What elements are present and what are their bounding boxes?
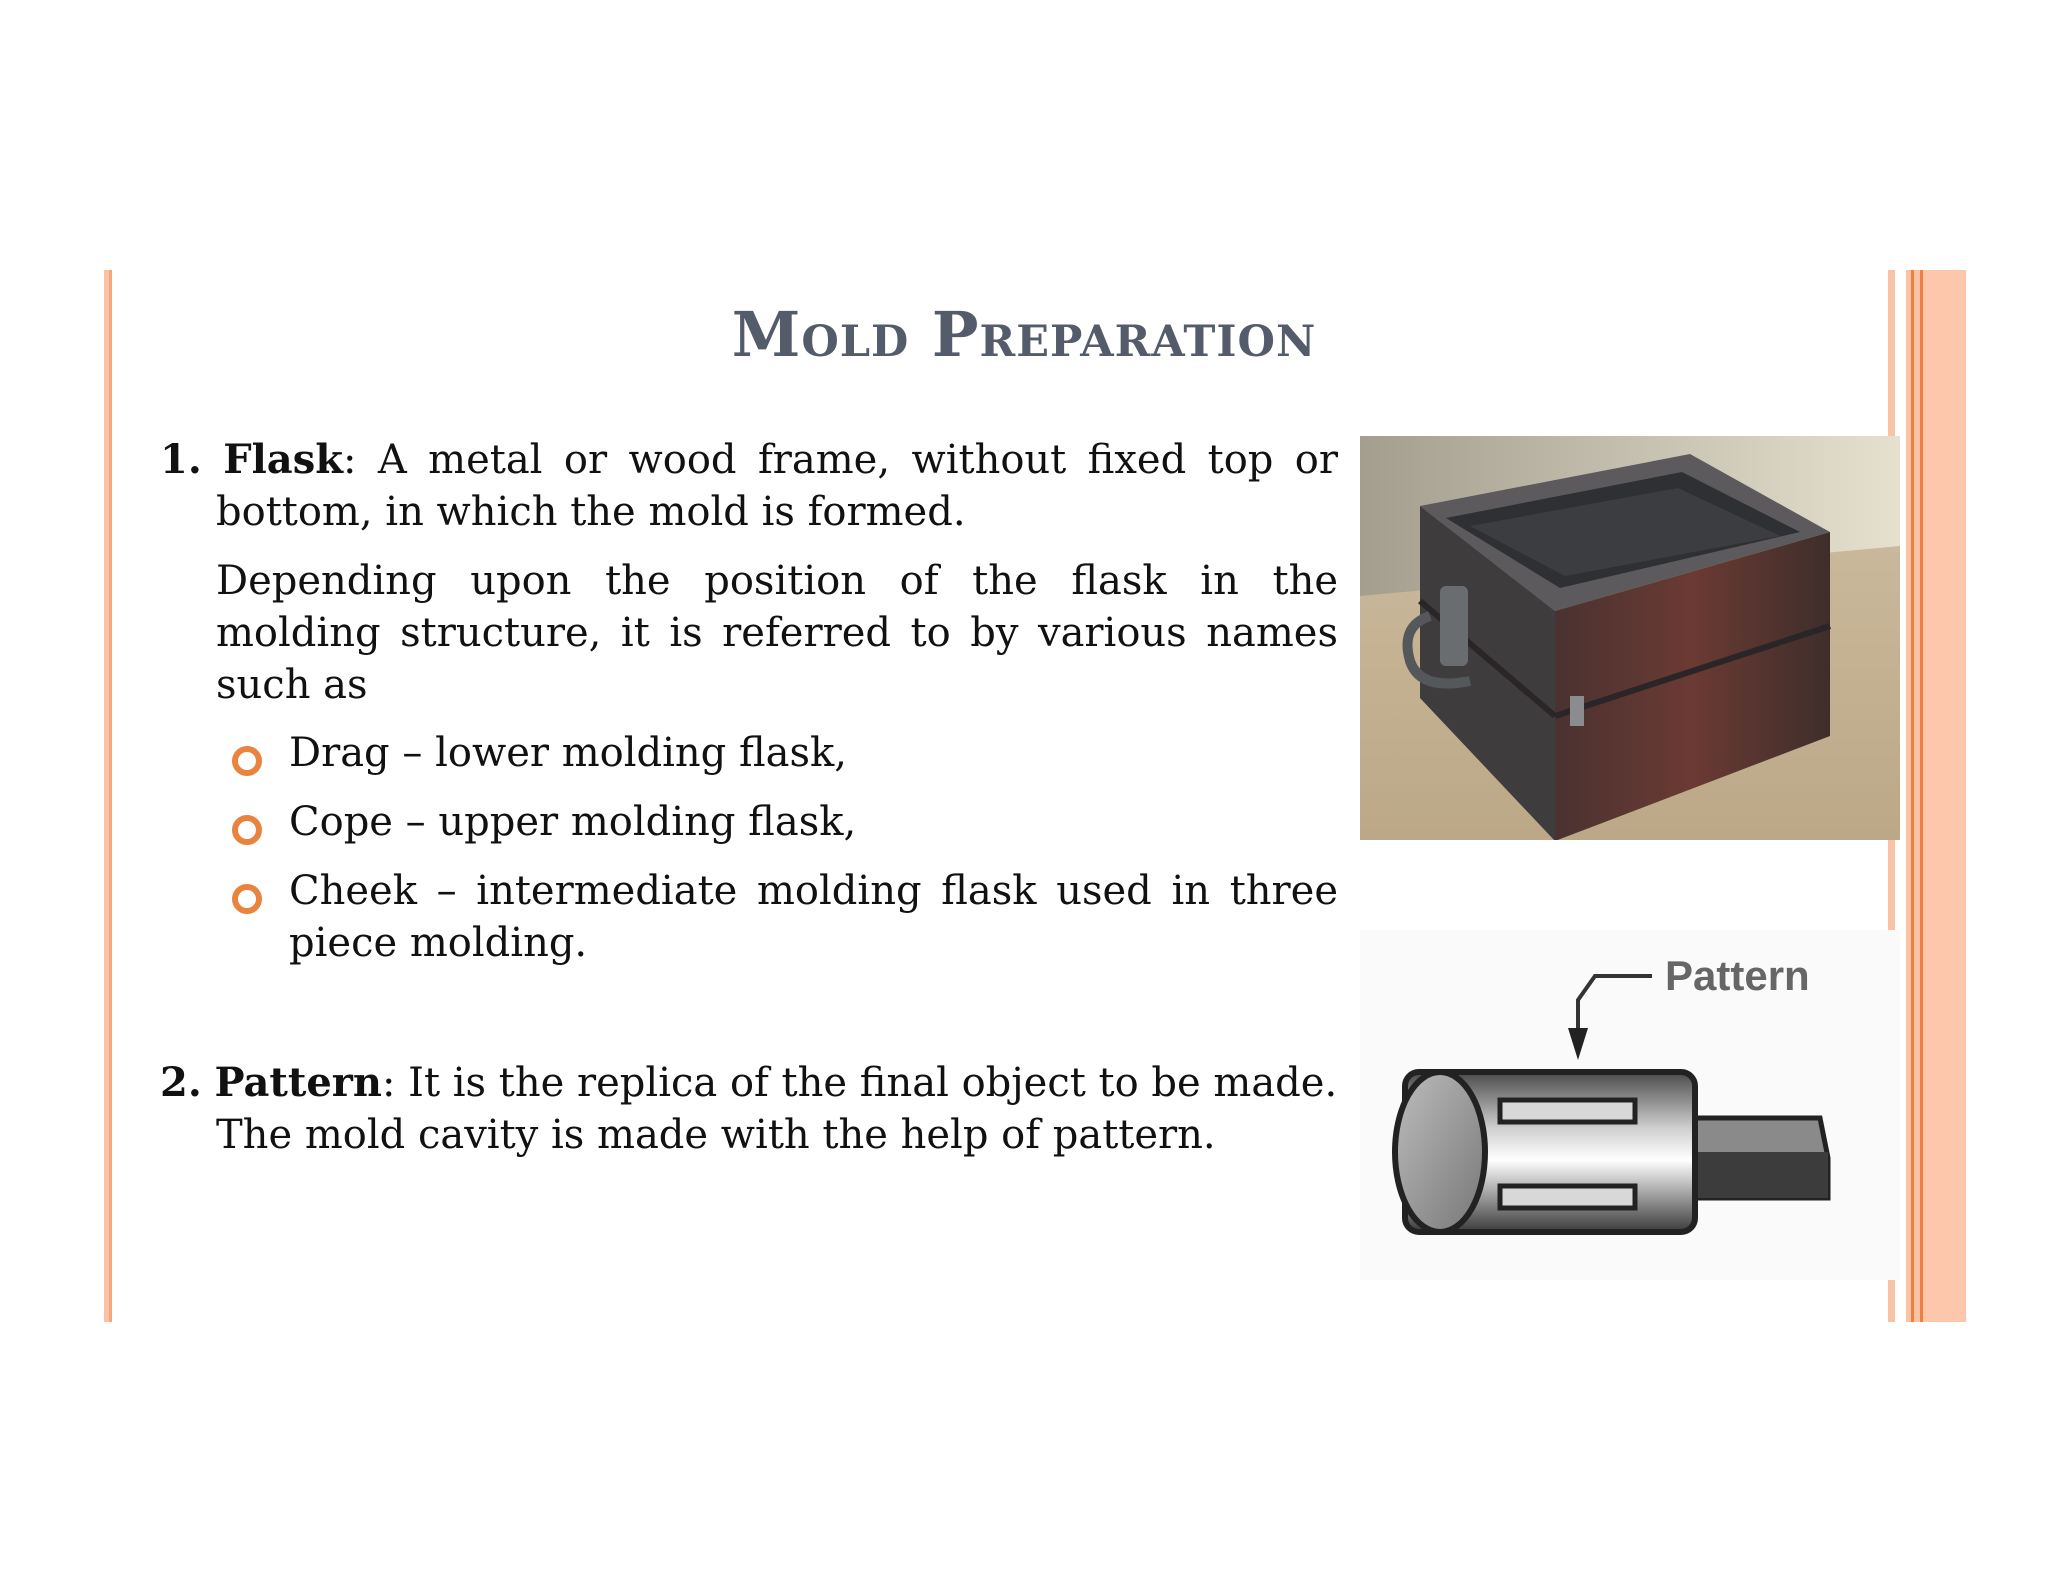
pattern-label: Pattern [1665,952,1810,999]
item2-number: 2. [160,1059,202,1106]
pattern-term: Pattern [214,1059,382,1106]
bullet-icon [232,884,262,914]
pattern-definition-line1 [160,1057,1360,1109]
pattern-definition-line2: The mold cavity is made with the help of pattern. [216,1112,1216,1158]
flask-term: Flask [223,436,343,483]
right-accent-bar-wide [1923,270,1966,1322]
flask-definition-line2: bottom, in which the mold is formed. [216,489,966,535]
flask-paragraph-line3: such as [216,662,368,708]
slide-title: Mold Preparation [731,298,1317,371]
bullet-cheek-line2: piece molding. [289,920,588,966]
bullet-icon [232,746,262,776]
flask-photo [1360,436,1900,840]
bullet-cope: Cope – upper molding flask, [289,799,857,845]
left-accent-bar-inner [109,270,112,1322]
flask-paragraph-line2: molding structure, it is referred to by various names [216,610,1338,656]
flask-definition-text: : A metal or wood frame, without fixed top or [342,437,1339,483]
pattern-definition-text: : It is the replica of the final object to be made. [381,1060,1338,1106]
item1-number: 1. [160,436,202,483]
flask-paragraph-line1: Depending upon the position of the flask in the [216,558,1338,604]
pattern-diagram [1360,930,1900,1280]
bullet-cheek-line1: Cheek – intermediate molding flask used in three [289,868,1338,914]
flask-definition-line1 [160,434,1338,486]
bullet-drag: Drag – lower molding flask, [289,730,847,776]
bullet-icon [232,815,262,845]
